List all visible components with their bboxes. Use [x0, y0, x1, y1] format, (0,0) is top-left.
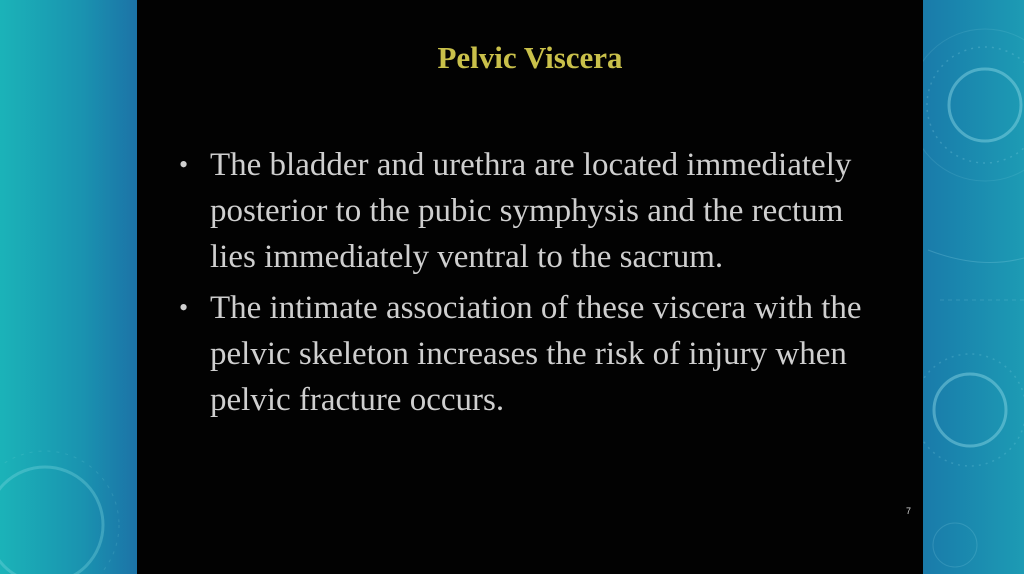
slide-title: Pelvic Viscera [437, 40, 623, 75]
bullet-item [177, 285, 897, 423]
slide-number: 7 [905, 506, 911, 516]
bullet-text: The bladder and urethra are located immediately posterior to the pubic symphysis and the rectum lies immediately ventral to the sacrum. [210, 147, 852, 275]
bullet-dot-icon: • [179, 293, 189, 322]
right-ring-decor-top [949, 69, 1021, 141]
bullet-list [177, 142, 897, 423]
bullet-text: The intimate association of these viscera with the pelvic skeleton increases the risk of injury when pelvic fracture occurs. [210, 290, 862, 418]
bullet-item [177, 142, 897, 280]
bullet-dot-icon: • [179, 150, 189, 179]
slide-canvas [137, 0, 923, 574]
left-ring-decor [0, 467, 103, 574]
right-ring-decor-bottom [934, 374, 1006, 446]
